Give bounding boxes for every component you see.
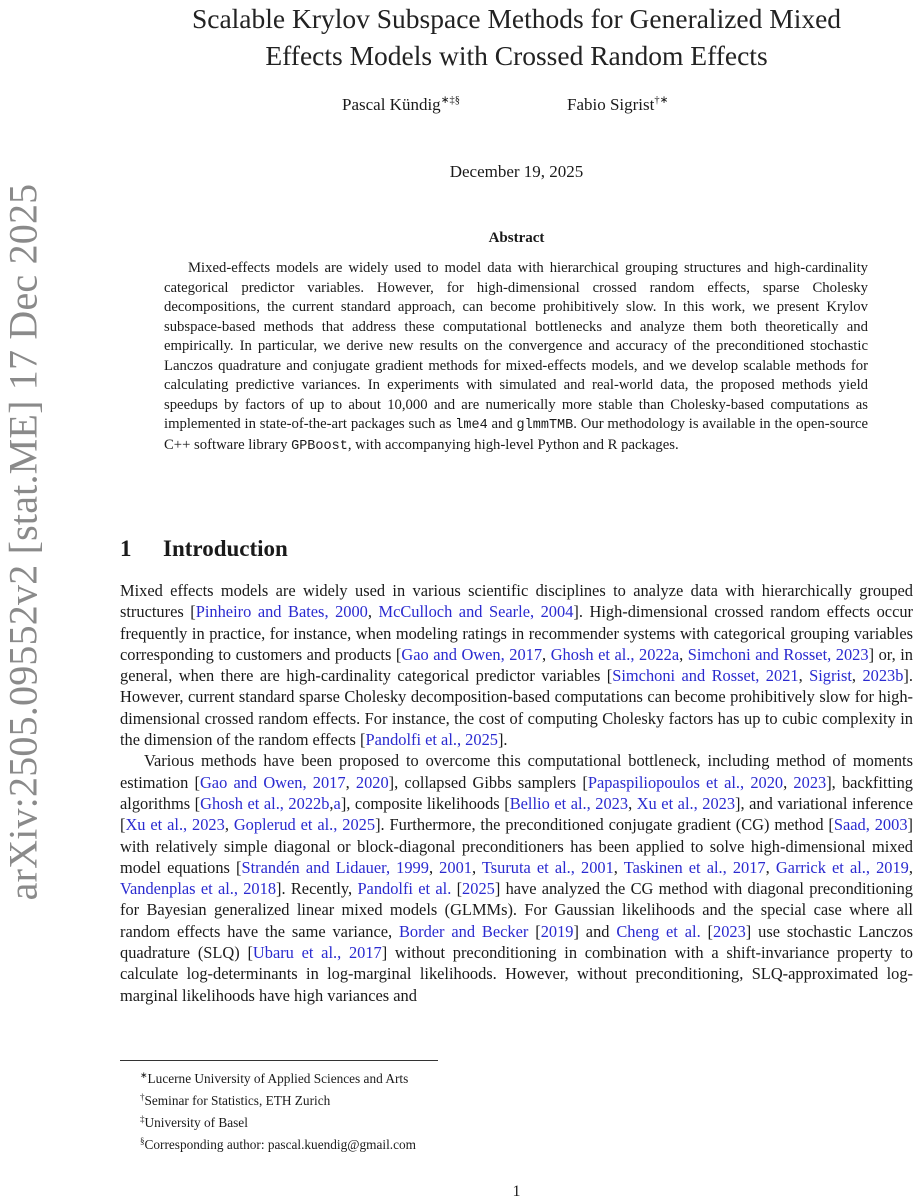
title-line-2: Effects Models with Crossed Random Effects [265, 40, 768, 71]
citation-link[interactable]: Pandolfi et al. [357, 879, 452, 899]
publication-date: December 19, 2025 [449, 162, 584, 181]
footnote-divider [120, 1060, 438, 1061]
paragraph-2: Various methods have been proposed to overcome this computational bottleneck, including method of moments estimation [Gao and Owen, 2017, 2020], collapsed Gibbs samplers [Papaspiliopoulos et al., 2020, 2023], backfitting algorithms [Ghosh et al., 2022b,a], composite likelihoods [Bellio et al., 2023, Xu et al., 2023], and variational inference [Xu et al., 2023, Goplerud et al., 2025]. Furthermore, the preconditioned conjugate gradient (CG) method [Saad, 2003] with relatively simple diagonal or block-diagonal preconditioners has been applied to solve high-dimensional mixed model equations [Strandén and Lidauer, 1999, 2001, Tsuruta et al., 2001, Taskinen et al., 2017, Garrick et al., 2019, Vandenplas et al., 2018]. Recently, Pandolfi et al. [2025] have analyzed the CG method with diagonal preconditioning for Bayesian generalized linear mixed models (GLMMs). For Gaussian likelihoods and the special case where all random effects have the same variance, Border and Becker [2019] and Cheng et al. [2023] use stochastic Lanczos quadrature (SLQ) [Ubaru et al., 2017] without preconditioning in combination with a shift-invariance property to calculate log-determinants in log-marginal likelihoods. However, without preconditioning, SLQ-approximated log-marginal likelihoods have high variances and [120, 751, 913, 1005]
citation-link[interactable]: Cheng et al. [616, 921, 701, 941]
section-heading-introduction [120, 536, 288, 562]
citation-link[interactable]: 2020 [355, 772, 389, 792]
citation-link[interactable]: Xu et al., 2023 [636, 793, 736, 813]
author-2 [567, 94, 668, 115]
section-number: 1 [120, 536, 132, 561]
citation-link[interactable]: 2025 [462, 879, 495, 899]
footnote-1: ∗Lucerne University of Applied Sciences and Arts [140, 1070, 409, 1086]
author-1-marks: ∗‡§ [440, 95, 460, 106]
introduction-body [120, 580, 913, 1006]
footnote-2: †Seminar for Statistics, ETH Zurich [140, 1092, 331, 1108]
citation-link[interactable]: Gao and Owen, 2017 [401, 644, 543, 664]
page-number: 1 [512, 1183, 521, 1200]
citation-link[interactable]: 2001 [439, 857, 472, 877]
author-2-marks: †∗ [654, 95, 669, 106]
citation-link[interactable]: Garrick et al., 2019 [775, 857, 909, 877]
code-gpboost: GPBoost [291, 438, 348, 454]
citation-link[interactable]: Pandolfi et al., 2025 [365, 730, 498, 750]
citation-link[interactable]: a [333, 793, 341, 813]
section-title: Introduction [163, 536, 288, 561]
citation-link[interactable]: Ghosh et al., 2022b [200, 793, 330, 813]
citation-link[interactable]: 2019 [540, 921, 574, 941]
citation-link[interactable]: Gao and Owen, 2017 [199, 772, 346, 792]
code-glmmtmb: glmmTMB [516, 418, 574, 433]
paper-title [120, 0, 913, 74]
citation-link[interactable]: Pinheiro and Bates, 2000 [195, 602, 368, 622]
citation-link[interactable]: Papaspiliopoulos et al., 2020 [587, 772, 784, 792]
citation-link[interactable]: Xu et al., 2023 [125, 815, 225, 835]
citation-link[interactable]: McCulloch and Searle, 2004 [378, 602, 574, 622]
title-line-1: Scalable Krylov Subspace Methods for Generalized Mixed [191, 3, 842, 34]
citation-link[interactable]: Goplerud et al., 2025 [233, 815, 376, 835]
citation-link[interactable]: Vandenplas et al., 2018 [120, 879, 277, 899]
author-1 [342, 94, 460, 115]
citation-link[interactable]: Simchoni and Rosset, 2023 [687, 644, 869, 664]
citation-link[interactable]: 2023 [713, 921, 746, 941]
abstract-heading: Abstract [488, 230, 545, 246]
citation-link[interactable]: Bellio et al., 2023 [509, 793, 629, 813]
code-lme4: lme4 [455, 418, 488, 433]
citation-link[interactable]: Saad, 2003 [833, 815, 908, 835]
citation-link[interactable]: Ubaru et al., 2017 [252, 943, 382, 963]
citation-link[interactable]: Border and Becker [398, 921, 529, 941]
citation-link[interactable]: Sigrist [809, 666, 852, 686]
arxiv-identifier-stamp [0, 0, 46, 900]
citation-link[interactable]: Strandén and Lidauer, 1999 [241, 857, 429, 877]
author-2-name: Fabio Sigrist [567, 95, 655, 114]
paragraph-1: Mixed effects models are widely used in various scientific disciplines to analyze data with hierarchically grouped structures [Pinheiro and Bates, 2000, McCulloch and Searle, 2004]. High-dimensional crossed random effects occur frequently in practice, for instance, when modeling ratings in recommender systems with categorical grouping variables corresponding to customers and products [Gao and Owen, 2017, Ghosh et al., 2022a, Simchoni and Rosset, 2023] or, in general, when there are high-cardinality categorical predictor variables [Simchoni and Rosset, 2021, Sigrist, 2023b]. However, current standard sparse Cholesky decomposition-based computations can become prohibitively slow for high-dimensional crossed random effects. For instance, the cost of computing Cholesky factors has up to cubic complexity in the dimension of the random effects [Pandolfi et al., 2025]. [120, 581, 913, 750]
citation-link[interactable]: Tsuruta et al., 2001 [481, 857, 614, 877]
arxiv-id-text: arXiv:2505.09552v2 [stat.ME] 17 Dec 2025 [0, 183, 46, 901]
footnotes [140, 1066, 900, 1154]
citation-link[interactable]: 2023 [793, 772, 827, 792]
footnote-3: ‡University of Basel [140, 1114, 248, 1130]
footnote-4: §Corresponding author: pascal.kuendig@gmail.com [140, 1136, 416, 1152]
citation-link[interactable]: 2023b [862, 666, 904, 686]
author-1-name: Pascal Kündig [342, 95, 441, 114]
abstract-text: Mixed-effects models are widely used to model data with hierarchical grouping structures and high-cardinality categorical predictor variables. However, for high-dimensional crossed random effects, sparse Cholesky decompositions, the current standard approach, can become prohibitively slow. In this work, we present Krylov subspace-based methods that address these computational bottlenecks and analyze them both theoretically and empirically. In particular, we derive new results on the convergence and accuracy of the preconditioned stochastic Lanczos quadrature and conjugate gradient methods for mixed-effects models, and we develop scalable methods for calculating predictive variances. In experiments with simulated and real-world data, the proposed methods yield speedups by factors of up to about 10,000 and are numerically more stable than Cholesky-based computations as implemented in state-of-the-art packages such as lme4 and glmmTMB. Our methodology is available in the open-source C++ software library GPBoost, with accompanying high-level Python and R packages. [164, 260, 868, 454]
citation-link[interactable]: Taskinen et al., 2017 [623, 857, 766, 877]
citation-link[interactable]: Simchoni and Rosset, 2021 [612, 666, 799, 686]
citation-link[interactable]: Ghosh et al., 2022a [550, 644, 680, 664]
